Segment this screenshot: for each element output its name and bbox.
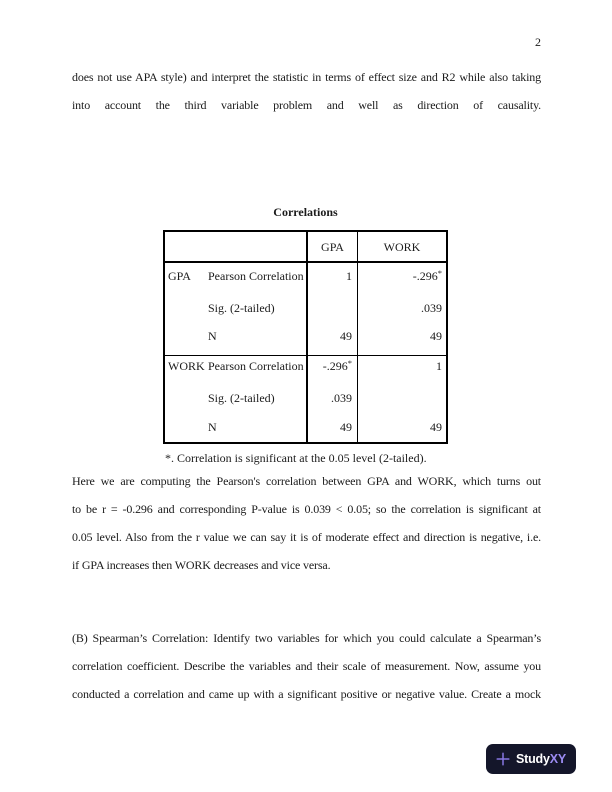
row-group-label: WORK (168, 359, 205, 373)
text-line: correlation coefficient. Describe the variables and their scale of measurement. Now, assume you (72, 659, 541, 673)
value-gpa: -.296* (322, 357, 352, 373)
table-row (165, 419, 446, 435)
text-line: into account the third variable problem and well as direction of causality. (72, 98, 541, 112)
brand-text-study: Study (516, 752, 550, 766)
statistic-label: Pearson Correlation (208, 269, 304, 283)
table-row (165, 300, 446, 316)
table-row (165, 358, 446, 374)
text-line: 0.05 level. Also from the r value we can say it is of moderate effect and direction is negative, i.e. (72, 530, 541, 544)
table-footnote: *. Correlation is significant at the 0.05 level (2-tailed). (165, 451, 427, 465)
value-work: 49 (430, 420, 442, 434)
text-line: conducted a correlation and came up with a significant positive or negative value. Create a mock (72, 687, 541, 701)
significance-star: * (347, 357, 352, 368)
plus-icon (495, 751, 511, 767)
value-gpa: 1 (346, 269, 352, 283)
value-gpa: .039 (331, 391, 352, 405)
table-group-divider (165, 355, 446, 356)
statistic-label: Pearson Correlation (208, 359, 304, 373)
value-gpa: 49 (340, 329, 352, 343)
studyxy-watermark (486, 744, 576, 774)
value-work: -.296* (412, 267, 442, 283)
page-number: 2 (535, 35, 541, 49)
statistic-label: N (208, 420, 217, 434)
column-header-work: WORK (383, 240, 421, 254)
row-group-label: GPA (168, 269, 191, 283)
value-gpa: 49 (340, 420, 352, 434)
table-header-divider (165, 261, 446, 263)
brand-text-xy: XY (549, 752, 567, 766)
table-row (165, 390, 446, 406)
value-work: .039 (421, 301, 442, 315)
table-title: Correlations (273, 205, 338, 219)
significance-star: * (437, 267, 442, 278)
text-line: if GPA increases then WORK decreases and vice versa. (72, 558, 331, 572)
intro-paragraph (72, 63, 541, 119)
correlations-table (163, 230, 448, 444)
statistic-label: N (208, 329, 217, 343)
statistic-label: Sig. (2-tailed) (208, 391, 275, 405)
text-line: to be r = -0.296 and corresponding P-value is 0.039 < 0.05; so the correlation is significant at (72, 502, 541, 516)
value-work: 1 (436, 359, 442, 373)
table-row (165, 268, 446, 284)
table-row (165, 328, 446, 344)
interpretation-paragraph (72, 467, 541, 579)
statistic-label: Sig. (2-tailed) (208, 301, 275, 315)
column-header-gpa: GPA (321, 240, 344, 254)
value-work: 49 (430, 329, 442, 343)
text-line: (B) Spearman’s Correlation: Identify two variables for which you could calculate a Spearman’s (72, 631, 541, 645)
text-line: does not use APA style) and interpret the statistic in terms of effect size and R2 while also taking (72, 70, 541, 84)
spearman-paragraph (72, 624, 541, 708)
text-line: Here we are computing the Pearson's correlation between GPA and WORK, which turns out (72, 474, 541, 488)
